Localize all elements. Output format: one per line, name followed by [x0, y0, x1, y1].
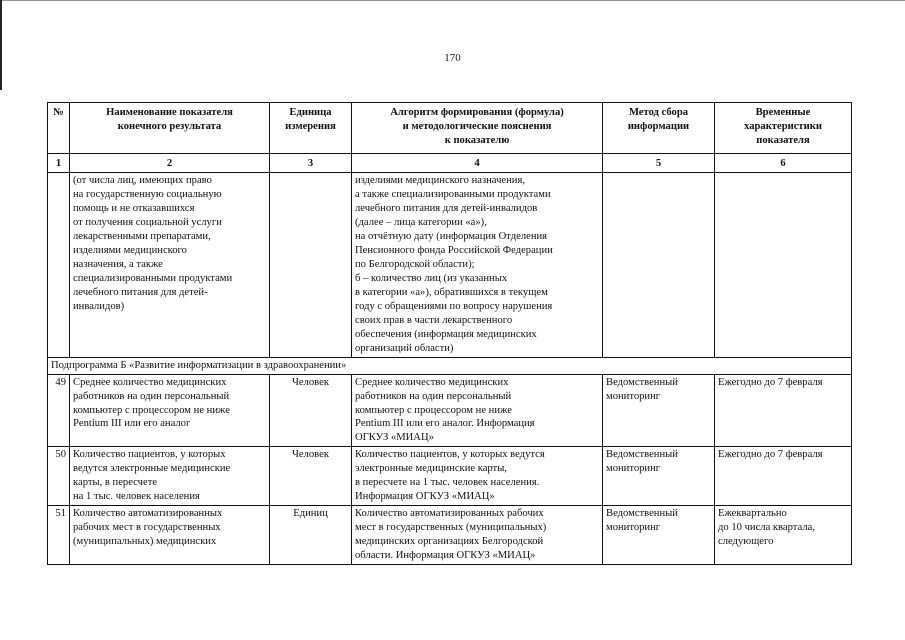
algorithm: Количество пациентов, у которых ведутся электронные медицинские карты, в пересчете на 1 тыс. человек населения. Информация ОГКУЗ «МИАЦ»	[352, 447, 603, 506]
row-number	[48, 173, 70, 358]
indicator-name: Количество пациентов, у которых ведутся электронные медицинские карты, в пересчете на 1 тыс. человек населения	[70, 447, 270, 506]
unit: Человек	[270, 447, 352, 506]
column-index-row	[48, 154, 852, 173]
collection-method: Ведомственный мониторинг	[603, 447, 715, 506]
subprogram-title: Подпрограмма Б «Развитие информатизации в здравоохранении»	[48, 357, 852, 374]
timing: Ежеквартально до 10 числа квартала, следующего	[715, 506, 852, 565]
unit: Человек	[270, 374, 352, 447]
column-index-3: 3	[270, 154, 352, 173]
header-number: №	[48, 103, 70, 154]
subprogram-row	[48, 357, 852, 374]
row-number: 49	[48, 374, 70, 447]
header-method: Метод сбора информации	[603, 103, 715, 154]
indicator-name: (от числа лиц, имеющих право на государственную социальную помощь и не отказавшихся от получения социальной услуги лекарственными препаратами, изделиями медицинского назначения, а также специализированными продуктами лечебного питания для детей- инвалидов)	[70, 173, 270, 358]
timing: Ежегодно до 7 февраля	[715, 374, 852, 447]
indicator-table	[47, 102, 852, 565]
header-timing: Временные характеристики показателя	[715, 103, 852, 154]
algorithm: Среднее количество медицинских работников на один персональный компьютер с процессором не ниже Pentium III или его аналог. Информация ОГКУЗ «МИАЦ»	[352, 374, 603, 447]
collection-method: Ведомственный мониторинг	[603, 506, 715, 565]
column-index-5: 5	[603, 154, 715, 173]
table-header-row	[48, 103, 852, 154]
column-index-4: 4	[352, 154, 603, 173]
algorithm: Количество автоматизированных рабочих мест в государственных (муниципальных) медицинских организациях Белгородской области. Информация ОГКУЗ «МИАЦ»	[352, 506, 603, 565]
header-unit: Единица измерения	[270, 103, 352, 154]
row-number: 51	[48, 506, 70, 565]
unit: Единиц	[270, 506, 352, 565]
header-algorithm: Алгоритм формирования (формула) и методологические пояснения к показателю	[352, 103, 603, 154]
collection-method	[603, 173, 715, 358]
scan-edge-left	[0, 0, 2, 90]
row-number: 50	[48, 447, 70, 506]
column-index-2: 2	[70, 154, 270, 173]
column-index-6: 6	[715, 154, 852, 173]
algorithm: изделиями медицинского назначения, а также специализированными продуктами лечебного питания для детей-инвалидов (далее – лица категории «а»), на отчётную дату (информация Отделения Пенсионного фонда Российской Федерации по Белгородской области); б – количество лиц (из указанных в категории «а»), обратившихся в текущем году с обращениями по вопросу нарушения своих прав в части лекарственного обеспечения (информация медицинских организаций области)	[352, 173, 603, 358]
table-row	[48, 374, 852, 447]
timing: Ежегодно до 7 февраля	[715, 447, 852, 506]
timing	[715, 173, 852, 358]
column-index-1: 1	[48, 154, 70, 173]
indicator-name: Среднее количество медицинских работников на один персональный компьютер с процессором не ниже Pentium III или его аналог	[70, 374, 270, 447]
unit	[270, 173, 352, 358]
table-row	[48, 506, 852, 565]
header-indicator-name: Наименование показателя конечного результата	[70, 103, 270, 154]
scan-edge-top	[0, 0, 905, 1]
table-row	[48, 447, 852, 506]
page-number: 170	[444, 52, 461, 64]
indicator-name: Количество автоматизированных рабочих мест в государственных (муниципальных) медицинских	[70, 506, 270, 565]
collection-method: Ведомственный мониторинг	[603, 374, 715, 447]
table-row	[48, 173, 852, 358]
